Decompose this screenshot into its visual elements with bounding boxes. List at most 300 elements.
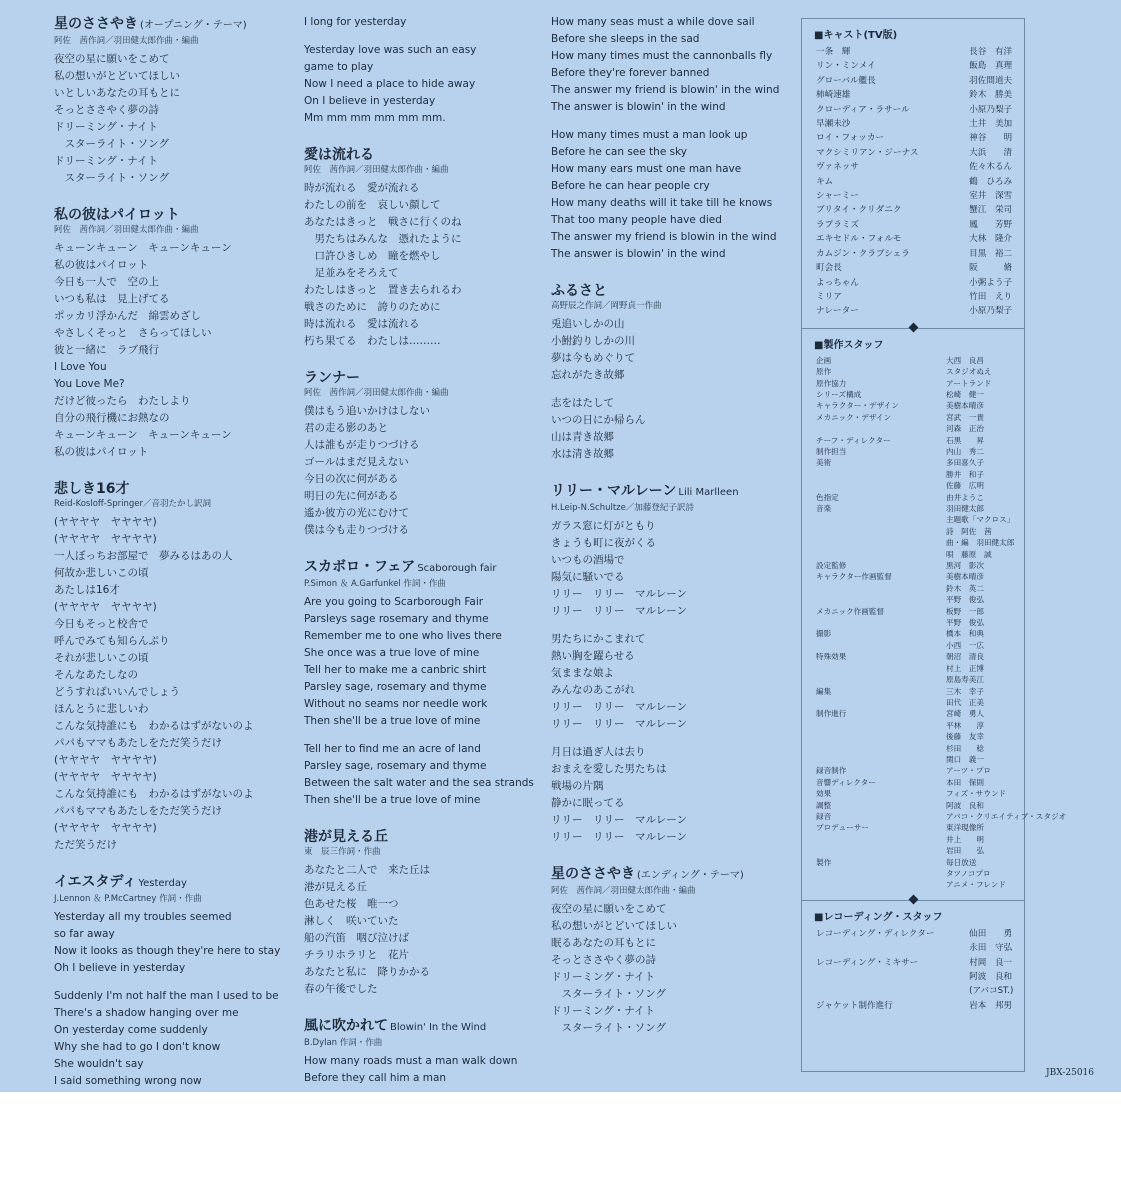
credit-role xyxy=(816,469,946,480)
credit-name: 平林 淳 xyxy=(946,720,984,730)
credit-row xyxy=(816,777,1024,788)
lyric-line: 熱い胸を躍らせる xyxy=(551,650,635,662)
lyric-line: 戦さのために 誇りのために xyxy=(304,301,441,313)
lyric-line: 今日も一人で 空の上 xyxy=(54,276,159,288)
song-credit: 阿佐 茜作詞／羽田健太郎作曲・編曲 xyxy=(54,225,199,235)
credit-row xyxy=(816,146,1024,160)
song-block xyxy=(304,827,539,998)
lyric-line: リリー リリー マルレーン xyxy=(551,718,688,730)
credit-role: 特殊効果 xyxy=(816,652,847,662)
divider xyxy=(802,900,1024,902)
lyric-line: 時は流れる 愛は流れる xyxy=(304,318,420,330)
song-credit: 阿佐 茜作詞／羽田健太郎作曲・編曲 xyxy=(304,165,449,175)
credit-role: マクシミリアン・ジーナス xyxy=(816,147,919,158)
credit-name: 大西 良昌 xyxy=(946,355,984,365)
lyric-line: それが悲しいこの頃 xyxy=(54,652,149,664)
credit-name: 田代 正美 xyxy=(946,697,984,707)
lyric-line: 私の彼はパイロット xyxy=(54,259,149,271)
credit-name: 橋本 和典 xyxy=(946,629,984,639)
credit-role: ロイ・フォッカー xyxy=(816,133,885,144)
stanza-gap xyxy=(551,384,791,395)
lyric-line: こんな気持誰にも わかるはずがないのよ xyxy=(54,788,254,800)
credit-role: 企画 xyxy=(816,355,832,365)
lyric-line: どうすればいいんでしょう xyxy=(54,686,180,698)
credit-row xyxy=(816,103,1024,117)
credit-name: 三木 幸子 xyxy=(946,686,984,696)
credit-role xyxy=(816,423,946,434)
credit-row xyxy=(816,88,1024,102)
credit-role xyxy=(816,984,969,998)
lyric-line: ドリーミング・ナイト xyxy=(551,1005,656,1017)
credit-role: クローディア・ラサール xyxy=(816,104,910,115)
lyric-line: (ヤヤヤヤ ヤヤヤヤ) xyxy=(54,754,157,766)
credit-role xyxy=(816,514,946,525)
lyric-line: あなたと二人で 来た丘は xyxy=(304,864,430,876)
credit-name: 村上 正博 xyxy=(946,663,984,673)
song-title xyxy=(304,145,539,165)
staff-title: ■製作スタッフ xyxy=(814,339,884,351)
lyric-line: やさしくそっと さらってほしい xyxy=(54,327,212,339)
credit-row xyxy=(816,423,1024,434)
credit-role: 効果 xyxy=(816,789,832,799)
credit-name: 村岡 良一 xyxy=(969,957,1013,968)
lyric-line: ドリーミング・ナイト xyxy=(54,155,159,167)
song-title xyxy=(304,557,539,579)
credit-role: 原作 xyxy=(816,367,832,377)
credit-name: 岩田 弘 xyxy=(946,846,984,856)
lyric-line: みんなのあこがれ xyxy=(551,684,635,696)
credit-row xyxy=(816,117,1024,131)
lyric-line: わたしの前を 哀しい顔して xyxy=(304,199,441,211)
lyric-line: スターライト・ソング xyxy=(551,1022,666,1034)
credit-name: 小原乃梨子 xyxy=(969,104,1013,115)
song-credit: 東 辰三作詞・作曲 xyxy=(304,847,381,857)
credit-role xyxy=(816,617,946,628)
credit-name: 竹田 えり xyxy=(969,291,1013,302)
credit-name: 黒河 影次 xyxy=(946,561,984,571)
credit-row xyxy=(816,549,1024,560)
song-title-text: スカボロ・フェア xyxy=(304,559,416,575)
lyric-line: How many roads must a man walk down xyxy=(304,1055,518,1067)
credit-row xyxy=(816,378,1024,389)
lyric-line: She once was a true love of mine xyxy=(304,647,480,659)
lyric-line: 私の想いがとどいてほしい xyxy=(54,70,180,82)
lyric-line: 何故か悲しいこの頃 xyxy=(54,567,149,579)
credit-row xyxy=(816,175,1024,189)
credit-name: 小粥よう子 xyxy=(969,277,1013,288)
lyric-line: Parsleys sage rosemary and thyme xyxy=(304,613,489,625)
credit-row xyxy=(816,59,1024,73)
stanza-gap xyxy=(304,730,539,741)
credit-name: 宮崎 勇人 xyxy=(946,709,984,719)
credit-role: 一条 輝 xyxy=(816,47,851,57)
lyric-line: 私の彼はパイロット xyxy=(54,446,149,458)
credit-row xyxy=(816,800,1024,811)
credit-name: 鈴木 英二 xyxy=(946,583,984,593)
lyric-line: 朽ち果てる わたしは……… xyxy=(304,335,441,347)
credit-row xyxy=(816,686,1024,697)
credit-role xyxy=(816,743,946,754)
song-subtitle: (エンディング・テーマ) xyxy=(637,870,744,881)
credit-role xyxy=(816,731,946,742)
credit-row xyxy=(816,247,1024,261)
credit-row xyxy=(816,697,1024,708)
credit-row xyxy=(816,708,1024,719)
lyric-line: 私の想いがとどいてほしい xyxy=(551,920,677,932)
lyric-line: Parsley sage, rosemary and thyme xyxy=(304,681,487,693)
lyric-line: 一人ぼっちお部屋で 夢みるはあの人 xyxy=(54,550,233,562)
credit-role xyxy=(816,526,946,537)
stanza-gap xyxy=(54,977,284,988)
credit-name: 岩本 邦男 xyxy=(969,1000,1013,1011)
credit-role xyxy=(816,868,946,879)
credit-role: 色指定 xyxy=(816,492,839,502)
credit-name: 河森 正治 xyxy=(946,424,984,434)
song-title-text: 星のささやき xyxy=(54,16,138,32)
lyric-line: Oh I believe in yesterday xyxy=(54,962,186,974)
song-title-text: リリー・マルレーン xyxy=(551,483,677,499)
credit-name: 板野 一郎 xyxy=(946,606,984,616)
lyric-line: game to play xyxy=(304,61,374,73)
credit-role xyxy=(816,754,946,765)
diamond-ornament-icon xyxy=(909,322,919,332)
credit-name: 東洋現像所 xyxy=(946,823,984,833)
song-title xyxy=(551,864,791,886)
credit-role: ブリタイ・クリダニク xyxy=(816,205,902,216)
credit-row xyxy=(816,999,1024,1013)
credit-name: アバコ・クリエイティブ・スタジオ xyxy=(946,811,1067,821)
lyric-line: On yesterday come suddenly xyxy=(54,1024,208,1036)
credit-row xyxy=(816,131,1024,145)
credit-role xyxy=(816,549,946,560)
lyric-line: Suddenly I'm not half the man I used to be xyxy=(54,990,279,1002)
credit-name: 佐々木るん xyxy=(969,162,1013,173)
lyric-line: キューンキューン キューンキューン xyxy=(54,429,232,441)
lyric-line: The answer my friend is blowin in the wind xyxy=(551,231,777,243)
credit-role xyxy=(816,845,946,856)
credit-row xyxy=(816,754,1024,765)
lyric-line: キューンキューン キューンキューン xyxy=(54,242,232,254)
credit-role: ミリア xyxy=(816,291,842,302)
song-block xyxy=(304,368,539,539)
credit-row xyxy=(816,674,1024,685)
credit-row xyxy=(816,261,1024,275)
lyric-line: 彼と一緒に ラブ飛行 xyxy=(54,344,159,356)
lyric-line: 今日もそっと校舎で xyxy=(54,618,149,630)
lyrics-column-1 xyxy=(54,14,284,1108)
credit-role: チーフ・ディレクター xyxy=(816,435,891,445)
credit-role xyxy=(816,879,946,890)
credit-role: 撮影 xyxy=(816,629,832,639)
credit-row xyxy=(816,514,1024,525)
credit-role: 制作進行 xyxy=(816,709,847,719)
lyric-line: I Love You xyxy=(54,361,107,373)
lyric-line: ゴールはまだ見えない xyxy=(304,456,409,468)
credit-row xyxy=(816,628,1024,639)
lyric-line: Mm mm mm mm mm mm. xyxy=(304,112,446,124)
credit-name: フィズ・サウンド xyxy=(946,789,1007,799)
lyric-line: Without no seams nor needle work xyxy=(304,698,488,710)
credit-name: (アバコST.) xyxy=(969,986,1014,997)
song-block xyxy=(304,557,539,809)
song-block xyxy=(54,14,284,187)
credit-name: 平野 俊弘 xyxy=(946,618,984,628)
credit-name: 平野 俊弘 xyxy=(946,595,984,605)
lyric-line: (ヤヤヤヤ ヤヤヤヤ) xyxy=(54,533,157,545)
credit-role: 編集 xyxy=(816,686,832,696)
lyric-line: リリー リリー マルレーン xyxy=(551,814,688,826)
credit-row xyxy=(816,389,1024,400)
song-subtitle: Blowin' In the Wind xyxy=(390,1022,487,1033)
credit-name: 小原乃梨子 xyxy=(969,306,1013,317)
lyric-line: Before he can hear people cry xyxy=(551,180,710,192)
lyric-line: そっとささやく夢の詩 xyxy=(54,104,159,116)
lyric-line: おまえを愛した男たちは xyxy=(551,763,667,775)
lyric-line: 気ままな娘よ xyxy=(551,667,614,679)
song-credit: B.Dylan 作詞・作曲 xyxy=(304,1038,383,1048)
credit-row xyxy=(816,412,1024,423)
divider xyxy=(802,328,1024,330)
credit-name: 鶴 ひろみ xyxy=(969,176,1013,187)
credit-role: エキセドル・フォルモ xyxy=(816,234,902,245)
credit-row xyxy=(816,879,1024,890)
lyric-line: こんな気持誰にも わかるはずがないのよ xyxy=(54,720,254,732)
credit-row xyxy=(816,857,1024,868)
credit-row xyxy=(816,232,1024,246)
lyric-line: ガラス窓に灯がともり xyxy=(551,520,656,532)
song-title-text: イエスタディ xyxy=(54,874,137,890)
credit-row xyxy=(816,788,1024,799)
lyric-line: 足並みをそろえて xyxy=(304,267,399,279)
lyric-line: リリー リリー マルレーン xyxy=(551,605,688,617)
lyric-line: 夜空の星に願いをこめて xyxy=(54,53,170,65)
lyric-line: 明日の先に何がある xyxy=(304,490,399,502)
credit-role: 原作協力 xyxy=(816,378,847,388)
lyric-line: 僕はもう追いかけはしない xyxy=(304,405,430,417)
credit-role xyxy=(816,697,946,708)
lyric-line: 月日は過ぎ人は去り xyxy=(551,746,646,758)
credit-role: 町会長 xyxy=(816,263,842,274)
song-subtitle: Yesterday xyxy=(138,878,187,889)
cast-title: ■キャスト(TV版) xyxy=(814,30,898,41)
lyric-line: チラリホラリと 花片 xyxy=(304,949,409,961)
lyric-line: 船の汽笛 咽び泣けば xyxy=(304,932,409,944)
lyric-line: あたしは16才 xyxy=(54,584,120,596)
cast-list xyxy=(802,45,1024,319)
credit-row xyxy=(816,571,1024,582)
credit-row xyxy=(816,189,1024,203)
lyric-line: ほんとうに悲しいわ xyxy=(54,703,149,715)
credit-name: 永田 守弘 xyxy=(969,943,1013,954)
credit-row xyxy=(816,480,1024,491)
lyric-line: 眠るあなたの耳もとに xyxy=(551,937,656,949)
credit-name: 蟹江 栄司 xyxy=(969,205,1013,216)
song-block xyxy=(54,205,284,461)
lyric-line: She wouldn't say xyxy=(54,1058,144,1070)
lyric-line: 口許ひきしめ 瞳を燃やし xyxy=(304,250,441,262)
lyric-line: ドリーミング・ナイト xyxy=(551,971,656,983)
credit-role: 調整 xyxy=(816,800,832,810)
credit-row xyxy=(816,743,1024,754)
lyric-line: いとしいあなたの耳もとに xyxy=(54,87,180,99)
lyric-line: 色あせた桜 唯一つ xyxy=(304,898,399,910)
lyric-line: 港が見える丘 xyxy=(304,881,367,893)
song-title xyxy=(54,872,284,894)
song-credit: P.Simon ＆ A.Garfunkel 作詞・作曲 xyxy=(304,579,446,589)
lyric-line: 戦場の片隅 xyxy=(551,780,604,792)
lyric-line: (ヤヤヤヤ ヤヤヤヤ) xyxy=(54,601,157,613)
credit-role xyxy=(816,594,946,605)
lyric-line: so far away xyxy=(54,928,115,940)
credit-role xyxy=(816,941,969,955)
credit-role: ラプラミズ xyxy=(816,219,859,230)
credit-row xyxy=(816,845,1024,856)
lyric-line: ただ笑うだけ xyxy=(54,839,117,851)
credit-name: 原島寿美江 xyxy=(946,675,984,685)
song-subtitle: Lili Marlleen xyxy=(678,487,739,498)
song-title xyxy=(304,827,539,847)
lyric-line: On I believe in yesterday xyxy=(304,95,436,107)
stanza-gap xyxy=(551,733,791,744)
credit-name: スタジオぬえ xyxy=(946,367,992,377)
credit-name: 内山 秀二 xyxy=(946,446,984,456)
song-credit: H.Leip-N.Schultze／加藤登紀子訳詩 xyxy=(551,503,694,513)
credit-role xyxy=(816,480,946,491)
song-credit: Reid-Kosloff-Springer／音羽たかし訳詞 xyxy=(54,499,211,509)
lyric-line: Before they call him a man xyxy=(304,1072,447,1084)
song-title xyxy=(54,205,284,225)
credit-name: アニメ・フレンド xyxy=(946,880,1006,890)
credit-name: アーツ・プロ xyxy=(946,766,992,776)
lyric-line: リリー リリー マルレーン xyxy=(551,701,688,713)
credit-row xyxy=(816,956,1024,970)
credit-row xyxy=(816,970,1024,984)
credit-name: 宮武 一貴 xyxy=(946,412,984,422)
lyric-line: 淋しく 咲いていた xyxy=(304,915,399,927)
credit-row xyxy=(816,45,1024,59)
song-title xyxy=(551,281,791,301)
lyric-line: Then she'll be a true love of mine xyxy=(304,794,481,806)
credit-row xyxy=(816,640,1024,651)
lyric-line: Are you going to Scarborough Fair xyxy=(304,596,484,608)
credit-name: 目黒 裕二 xyxy=(969,248,1013,259)
credit-role: リン・ミンメイ xyxy=(816,61,876,72)
credit-row xyxy=(816,720,1024,731)
lyric-line: The answer my friend is blowin' in the wind xyxy=(551,84,780,96)
lyric-line: Now I need a place to hide away xyxy=(304,78,476,90)
song-title-text: 悲しき16才 xyxy=(54,481,130,497)
credit-row xyxy=(816,290,1024,304)
credit-row xyxy=(816,731,1024,742)
credit-name: 関口 義一 xyxy=(946,754,984,764)
credit-role xyxy=(816,674,946,685)
lyric-line: スターライト・ソング xyxy=(54,138,169,150)
credit-name: 杉田 稔 xyxy=(946,743,984,753)
lyric-line: Between the salt water and the sea strands xyxy=(304,777,534,789)
lyric-line: I long for yesterday xyxy=(304,16,407,28)
credit-role: シャーミー xyxy=(816,191,859,202)
credit-name: 神谷 明 xyxy=(969,133,1013,144)
lyric-line: パパもママもあたしをただ笑うだけ xyxy=(54,805,222,817)
credit-role: レコーディング・ディレクター xyxy=(816,928,935,939)
lyric-line: 遙か彼方の光にむけて xyxy=(304,507,409,519)
credit-row xyxy=(816,868,1024,879)
lyric-line: いつの日にか帰らん xyxy=(551,414,646,426)
lyric-line: ドリーミング・ナイト xyxy=(54,121,159,133)
credit-role: メカニック・デザイン xyxy=(816,412,892,422)
credit-row xyxy=(816,927,1024,941)
song-title-text: 星のささやき xyxy=(551,866,635,882)
credit-name: 大浜 清 xyxy=(969,147,1013,158)
song-block xyxy=(551,281,791,463)
lyric-line: きょうも町に夜がくる xyxy=(551,537,656,549)
lyric-line: 人は誰もが走りつづける xyxy=(304,439,420,451)
song-title xyxy=(304,1016,539,1038)
credit-name: アートランド xyxy=(946,378,992,388)
song-subtitle: (オープニング・テーマ) xyxy=(140,20,247,31)
credit-name: 多田喜久子 xyxy=(946,458,984,468)
credit-name: タツノコプロ xyxy=(946,869,991,878)
lyric-line: だけど彼ったら わたしより xyxy=(54,395,191,407)
credit-name: 阿波 良和 xyxy=(969,972,1013,983)
credit-name: 石黒 昇 xyxy=(946,435,984,445)
lyric-line: 自分の飛行機にお熱なの xyxy=(54,412,170,424)
credit-name: 美樹本晴彦 xyxy=(946,572,984,582)
credit-name: 土井 美加 xyxy=(969,119,1013,130)
credit-row xyxy=(816,218,1024,232)
credit-row xyxy=(816,984,1024,998)
credit-row xyxy=(816,941,1024,955)
lyric-line: Parsley sage, rosemary and thyme xyxy=(304,760,487,772)
credit-role: メカニック作画監督 xyxy=(816,606,885,616)
lyric-line: わたしはきっと 置き去られるわ xyxy=(304,284,462,296)
lyric-line: There's a shadow hanging over me xyxy=(54,1007,239,1019)
song-block xyxy=(551,14,791,263)
song-title-text: ランナー xyxy=(304,370,360,386)
lyric-line: 静かに眠ってる xyxy=(551,797,625,809)
credit-row xyxy=(816,457,1024,468)
lyric-line: 志をはたして xyxy=(551,397,614,409)
lyric-line: Yesterday all my troubles seemed xyxy=(54,911,232,923)
lyric-line: 山は青き故郷 xyxy=(551,431,614,443)
lyric-line: How many times must a man look up xyxy=(551,129,748,141)
credit-name: 室井 深雪 xyxy=(969,191,1013,202)
credit-row xyxy=(816,765,1024,776)
credit-role: ジャケット制作進行 xyxy=(816,1000,893,1011)
credit-row xyxy=(816,594,1024,605)
lyric-line: 僕は今も走りつづける xyxy=(304,524,409,536)
lyric-line: 男たちにかこまれて xyxy=(551,633,646,645)
lyric-line: Before he can see the sky xyxy=(551,146,688,158)
lyric-line: スターライト・ソング xyxy=(54,172,169,184)
recording-title: ■レコーディング・スタッフ xyxy=(814,911,943,923)
song-title xyxy=(54,479,284,499)
song-block xyxy=(54,479,284,854)
credit-row xyxy=(816,606,1024,617)
credit-name: 佐藤 広明 xyxy=(946,481,984,491)
credit-role: カムジン・クラブシェラ xyxy=(816,248,910,259)
credit-name: 主題歌「マクロス」 xyxy=(946,515,1015,525)
lyric-line: 夜空の星に願いをこめて xyxy=(551,903,667,915)
lyric-line: Yesterday love was such an easy xyxy=(304,44,477,56)
credit-row xyxy=(816,160,1024,174)
credit-row xyxy=(816,503,1024,514)
lyric-line: That too many people have died xyxy=(551,214,722,226)
credit-row xyxy=(816,492,1024,503)
credit-role: 制作担当 xyxy=(816,446,847,456)
lyric-line: The answer is blowin' in the wind xyxy=(551,248,726,260)
song-title xyxy=(304,368,539,388)
